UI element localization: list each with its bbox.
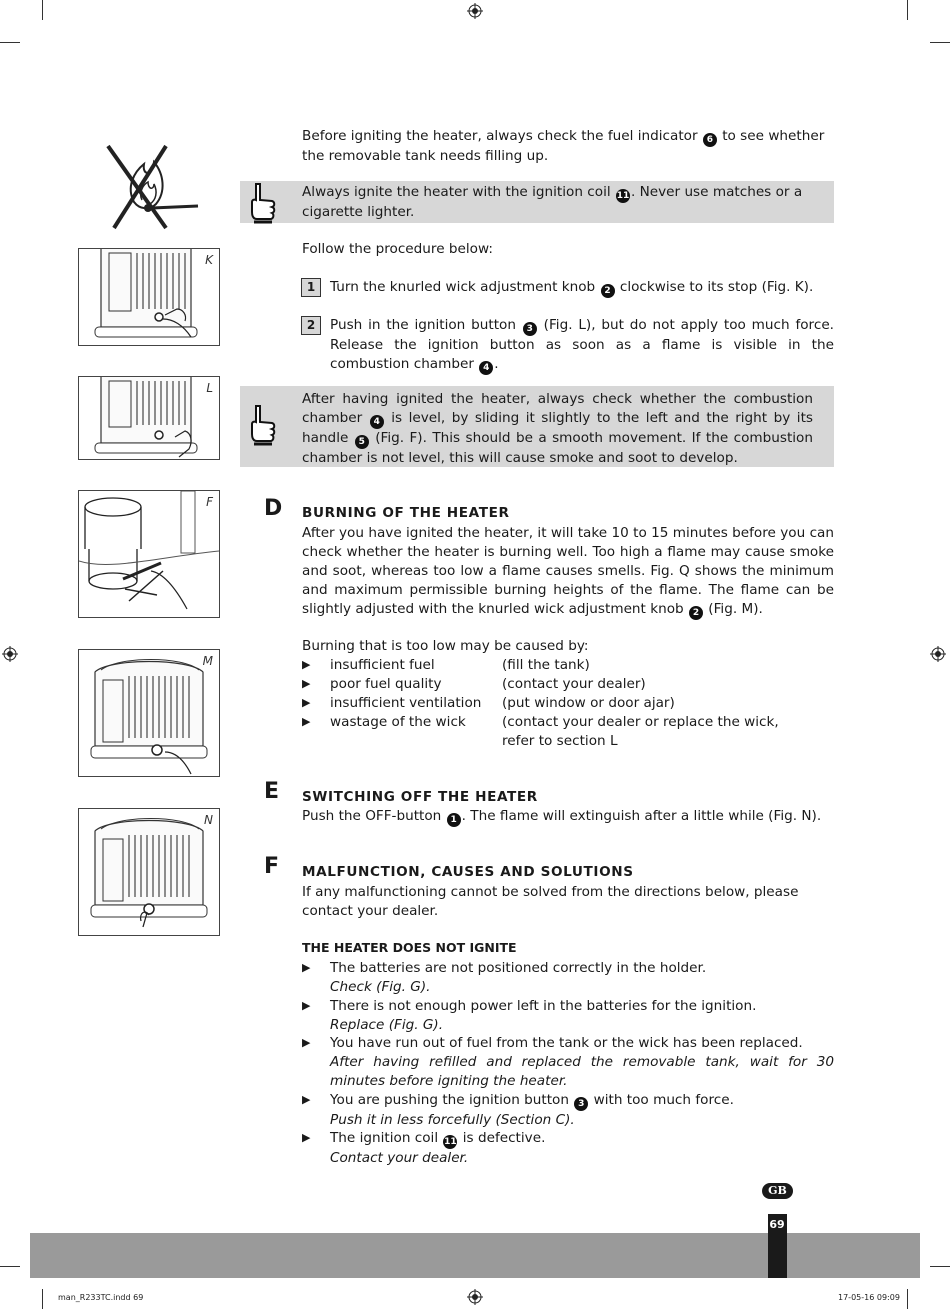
figure-label: M <box>202 654 213 668</box>
cause-text: insufficient fuel <box>330 657 435 673</box>
malfunction-cause: You have run out of fuel from the tank or the wick has been replaced. <box>330 1035 803 1051</box>
section-d-text: After you have ignited the heater, it will take 10 to 15 minutes before you can check whether the heater is burning well. Too high a flame may cause smoke and soot, whereas too low a flame causes smells. Fig. Q shows the minimum and maximum permissible burning heights of the flame. The flame can be slightly adjusted with the knurled wick adjustment knob <box>302 525 834 617</box>
number-marker-icon: 6 <box>703 133 717 147</box>
malfunction-fix: Replace (Fig. G). <box>330 1017 444 1033</box>
step-1-text <box>330 278 834 298</box>
malfunction-cause: There is not enough power left in the batteries for the ignition. <box>330 998 757 1014</box>
heater-illustration-icon <box>79 809 219 935</box>
intro-text-end: to see whether the removable tank needs filling up. <box>302 128 825 164</box>
bullet-icon: ▶ <box>302 677 311 690</box>
step-number: 1 <box>301 278 321 297</box>
crop-mark <box>0 1266 20 1267</box>
number-marker-icon: 3 <box>523 322 537 336</box>
note2-text: (Fig. F). This should be a smooth movement. If the combustion chamber is not level, this will cause smoke and soot to develop. <box>302 430 813 466</box>
bullet-icon: ▶ <box>302 715 311 728</box>
no-matches-icon <box>104 142 200 232</box>
section-letter: D <box>264 496 283 521</box>
figure-k <box>78 248 220 346</box>
section-e-text: . The flame will extinguish after a little while (Fig. N). <box>461 808 822 824</box>
malfunction-fix: After having refilled and replaced the removable tank, wait for 30 minutes before igniting the heater. <box>330 1054 834 1089</box>
note1-text-end: . Never use matches or a cigarette lighter. <box>302 184 803 220</box>
pointing-hand-icon <box>248 182 278 224</box>
crop-mark <box>42 1289 43 1309</box>
number-marker-icon: 2 <box>601 284 615 298</box>
date-slug: 17-05-16 09:09 <box>838 1293 900 1302</box>
note2-text: After having ignited the heater, always check whether the combustion chamber <box>302 391 813 426</box>
crop-mark <box>930 1266 950 1267</box>
figure-label: N <box>204 813 213 827</box>
figure-n <box>78 808 220 936</box>
figure-m <box>78 649 220 777</box>
cause-text: wastage of the wick <box>330 714 466 730</box>
section-title: BURNING OF THE HEATER <box>302 505 510 521</box>
number-marker-icon: 4 <box>370 415 384 429</box>
malfunction-cause <box>330 1129 834 1149</box>
malfunction-cause-text: You are pushing the ignition button <box>330 1092 569 1108</box>
section-d-text: (Fig. M). <box>708 601 763 617</box>
registration-mark-icon <box>930 646 946 662</box>
number-marker-icon: 2 <box>689 606 703 620</box>
language-badge: GB <box>762 1183 793 1199</box>
number-marker-icon: 4 <box>479 361 493 375</box>
cause-text: insufficient ventilation <box>330 695 482 711</box>
remedy-text: (fill the tank) <box>502 657 590 673</box>
registration-mark-icon <box>467 1289 483 1305</box>
malfunction-item <box>330 959 834 997</box>
crop-mark <box>907 0 908 20</box>
section-e-text: Push the OFF-button <box>302 808 442 824</box>
heater-illustration-icon <box>79 249 219 345</box>
subheading: THE HEATER DOES NOT IGNITE <box>302 940 517 955</box>
procedure-intro: Follow the procedure below: <box>302 241 493 257</box>
figure-l <box>78 376 220 460</box>
figure-label: K <box>205 253 213 267</box>
step-text: . <box>494 356 499 372</box>
crop-mark <box>930 42 950 43</box>
section-letter: F <box>264 854 280 879</box>
remedy-text: (contact your dealer or replace the wick, <box>502 714 779 730</box>
number-marker-icon: 1 <box>447 813 461 827</box>
page-number: 69 <box>769 1218 785 1231</box>
registration-mark-icon <box>467 3 483 19</box>
malfunction-fix: Check (Fig. G). <box>330 979 431 995</box>
malfunction-fix: Contact your dealer. <box>330 1150 469 1166</box>
malfunction-item <box>330 1034 834 1091</box>
remedy-text: (contact your dealer) <box>502 676 646 692</box>
remedy-text: refer to section L <box>502 733 618 749</box>
malfunction-cause-text: is defective. <box>462 1130 546 1146</box>
bullet-icon: ▶ <box>302 961 311 974</box>
figure-f <box>78 490 220 618</box>
cause-text: poor fuel quality <box>330 676 442 692</box>
figure-label: L <box>206 381 213 395</box>
note1-text-start: Always ignite the heater with the ignition coil <box>302 184 611 200</box>
low-burning-intro: Burning that is too low may be caused by: <box>302 638 589 654</box>
file-slug: man_R233TC.indd 69 <box>58 1293 144 1302</box>
combustion-chamber-illustration-icon <box>79 491 219 617</box>
bullet-icon: ▶ <box>302 1093 311 1106</box>
intro-text-start: Before igniting the heater, always check the fuel indicator <box>302 128 698 144</box>
malfunction-item <box>330 1129 834 1168</box>
section-title: MALFUNCTION, CAUSES AND SOLUTIONS <box>302 864 634 880</box>
crop-mark <box>0 42 20 43</box>
malfunction-fix: Push it in less forcefully (Section C). <box>330 1112 575 1128</box>
section-d-paragraph <box>302 524 834 620</box>
note2-text: is level, by sliding it slightly to the left and the right by its handle <box>302 410 813 446</box>
crop-mark <box>907 1289 908 1309</box>
step-2-text <box>330 316 834 375</box>
number-marker-icon: 5 <box>355 435 369 449</box>
malfunction-item <box>330 1091 834 1130</box>
section-letter: E <box>264 779 280 804</box>
number-marker-icon: 3 <box>574 1097 588 1111</box>
heater-illustration-icon <box>79 377 219 459</box>
registration-mark-icon <box>2 646 18 662</box>
bullet-icon: ▶ <box>302 658 311 671</box>
step-number: 2 <box>301 316 321 335</box>
warning-note <box>240 386 834 467</box>
malfunction-cause: The batteries are not positioned correctly in the holder. <box>330 960 707 976</box>
bullet-icon: ▶ <box>302 999 311 1012</box>
intro-paragraph <box>302 127 834 166</box>
malfunction-item <box>330 997 834 1035</box>
section-e-paragraph <box>302 807 834 827</box>
step-text: (Fig. L), but do not apply too much force. Release the ignition button as soon as a flame is visible in the combustion chamber <box>330 317 835 372</box>
section-f-paragraph: If any malfunctioning cannot be solved from the directions below, please contact your dealer. <box>302 884 799 919</box>
step-text: Push in the ignition button <box>330 317 516 333</box>
bullet-icon: ▶ <box>302 1131 311 1144</box>
step-text: clockwise to its stop (Fig. K). <box>619 279 814 295</box>
remedy-text: (put window or door ajar) <box>502 695 675 711</box>
step-text: Turn the knurled wick adjustment knob <box>330 279 596 295</box>
number-marker-icon: 11 <box>616 191 630 201</box>
crop-mark <box>42 0 43 20</box>
bullet-icon: ▶ <box>302 1036 311 1049</box>
number-marker-icon: 11 <box>444 1137 457 1147</box>
heater-illustration-icon <box>79 650 219 776</box>
malfunction-cause <box>330 1091 834 1111</box>
pointing-hand-icon <box>248 404 278 446</box>
bullet-icon: ▶ <box>302 696 311 709</box>
malfunction-cause-text: with too much force. <box>593 1092 734 1108</box>
figure-label: F <box>206 495 213 509</box>
warning-note <box>240 181 834 223</box>
section-title: SWITCHING OFF THE HEATER <box>302 789 538 805</box>
malfunction-cause-text: The ignition coil <box>330 1130 439 1146</box>
